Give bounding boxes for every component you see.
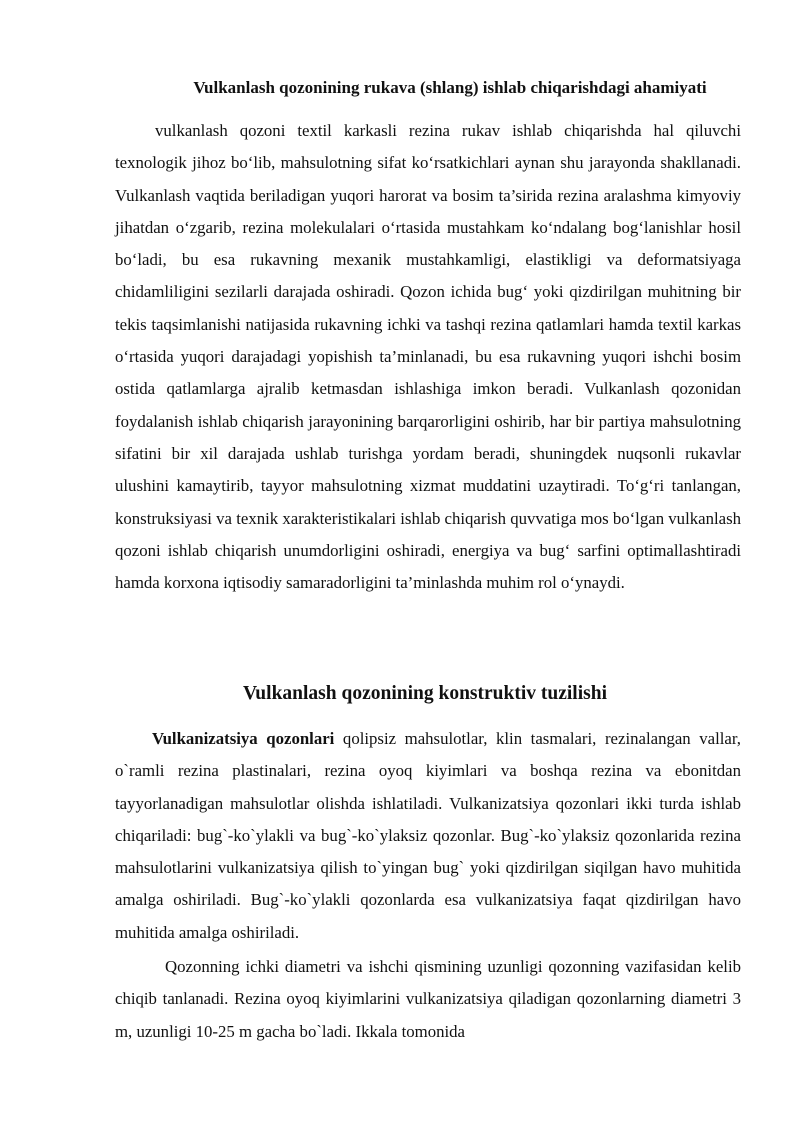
document-title: Vulkanlash qozonining rukava (shlang) ishlab chiqarishdagi ahamiyati <box>193 78 707 97</box>
paragraph-dimensions: Qozonning ichki diametri va ishchi qismining uzunligi qozonning vazifasidan kelib chiqib tanlanadi. Rezina oyoq kiyimlarini vulkanizatsiya qiladigan qozonlarning diametri 3 m, uzunligi 10-25 m gacha bo`ladi. Ikkala tomonida <box>115 957 741 1041</box>
term-vulkanizatsiya-qozonlari: Vulkanizatsiya qozonlari <box>152 729 335 748</box>
section-title: Vulkanlash qozonining konstruktiv tuzilishi <box>243 683 607 704</box>
paragraph-boilers-text: qolipsiz mahsulotlar, klin tasmalari, rezinalangan vallar, o`ramli rezina plastinalari, rezina oyoq kiyimlari va boshqa rezina va ebonitdan tayyorlanadigan mahsulotlar olishda ishlatiladi. Vulkanizatsiya qozonlari ikki turda ishlab chiqariladi: bug`-ko`ylakli va bug`-ko`ylaksiz qozonlar. Bug`-ko`ylaksiz qozonlarida rezina mahsulotlarini vulkanizatsiya qilish to`yingan bug` yoki qizdirilgan siqilgan havo muhitida amalga oshiriladi. Bug`-ko`ylakli qozonlarda esa vulkanizatsiya faqat qizdirilgan havo muhitida amalga oshiriladi. <box>115 729 741 942</box>
paragraph-boilers <box>115 723 741 949</box>
paragraph-importance: vulkanlash qozoni textil karkasli rezina rukav ishlab chiqarishda hal qiluvchi texnologik jihoz bo‘lib, mahsulotning sifat ko‘rsatkichlari aynan shu jarayonda shakllanadi. Vulkanlash vaqtida beriladigan yuqori harorat va bosim ta’sirida rezina aralashma kimyoviy jihatdan o‘zgarib, rezina molekulalari o‘rtasida mustahkam ko‘ndalang bog‘lanishlar hosil bo‘ladi, bu esa rukavning mexanik mustahkamligi, elastikligi va deformatsiyaga chidamliligini sezilarli darajada oshiradi. Qozon ichida bug‘ yoki qizdirilgan muhitning bir tekis taqsimlanishi natijasida rukavning ichki va tashqi rezina qatlamlari hamda textil karkas o‘rtasida yuqori darajadagi yopishish ta’minlanadi, bu esa rukavning yuqori ishchi bosim ostida qatlamlarga ajralib ketmasdan ishlashiga imkon beradi. Vulkanlash qozonidan foydalanish ishlab chiqarish jarayonining barqarorligini oshirib, har bir partiya mahsulotning sifatini bir xil darajada ushlab turishga yordam beradi, shuningdek nuqsonli rukavlar ulushini kamaytirib, tayyor mahsulotning xizmat muddatini uzaytiradi. To‘g‘ri tanlangan, konstruksiyasi va texnik xarakteristikalari ishlab chiqarish quvvatiga mos bo‘lgan vulkanlash qozoni ishlab chiqarish unumdorligini oshiradi, energiya va bug‘ sarfini optimallashtiradi hamda korxona iqtisodiy samaradorligini ta’minlashda muhim rol o‘ynaydi. <box>115 121 741 593</box>
